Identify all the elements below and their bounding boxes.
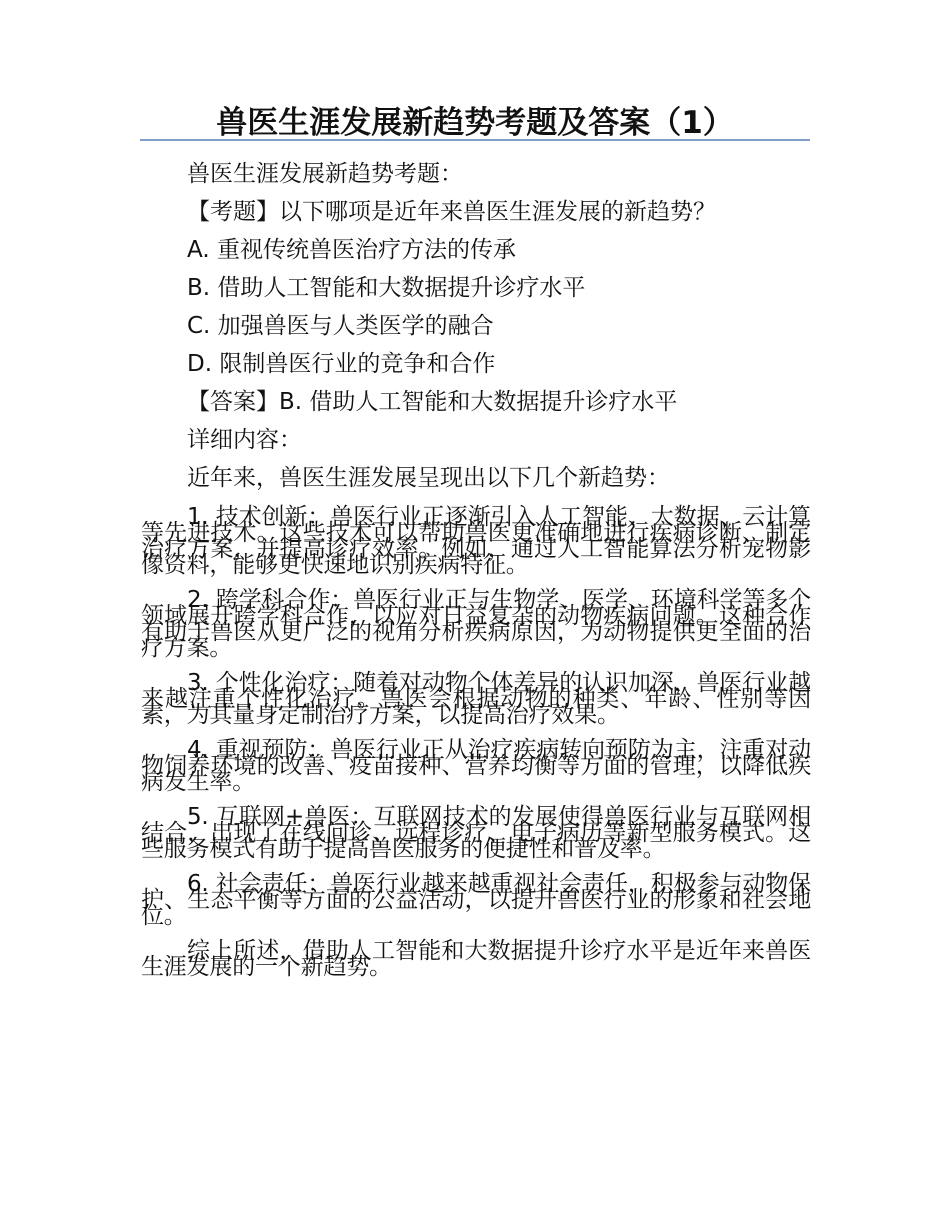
option-d: D. 限制兽医行业的竞争和合作 <box>187 351 496 377</box>
option-c: C. 加强兽医与人类医学的融合 <box>187 313 494 339</box>
conclusion-paragraph: 综上所述，借助人工智能和大数据提升诊疗水平是近年来兽医生涯发展的一个新趋势。 <box>141 938 811 980</box>
trend-paragraph-1: 1. 技术创新：兽医行业正逐渐引入人工智能、大数据、云计算等先进技术。这些技术可以帮助兽医更准确地进行疾病诊断、制定治疗方案，并提高诊疗效率。例如，通过人工智能算法分析宠物影像资料，能够更快速地识别疾病特征。 <box>141 504 811 578</box>
title-underline <box>140 139 810 141</box>
trend-paragraph-5: 5. 互联网+兽医：互联网技术的发展使得兽医行业与互联网相结合，出现了在线问诊、远程诊疗、电子病历等新型服务模式。这些服务模式有助于提高兽医服务的便捷性和普及率。 <box>141 804 811 862</box>
option-a: A. 重视传统兽医治疗方法的传承 <box>187 237 516 263</box>
trend-paragraph-4: 4. 重视预防：兽医行业正从治疗疾病转向预防为主，注重对动物饲养环境的改善、疫苗接种、营养均衡等方面的管理，以降低疾病发生率。 <box>141 737 811 795</box>
trend-paragraph-6: 6. 社会责任：兽医行业越来越重视社会责任，积极参与动物保护、生态平衡等方面的公益活动，以提升兽医行业的形象和社会地位。 <box>141 871 811 929</box>
page-title: 兽医生涯发展新趋势考题及答案（1） <box>216 105 734 141</box>
answer-line: 【答案】B. 借助人工智能和大数据提升诊疗水平 <box>187 389 678 415</box>
intro-line: 兽医生涯发展新趋势考题： <box>187 161 463 187</box>
question-line: 【考题】以下哪项是近年来兽医生涯发展的新趋势？ <box>187 199 716 225</box>
trend-intro: 近年来，兽医生涯发展呈现出以下几个新趋势： <box>187 465 670 491</box>
document-body <box>141 155 811 980</box>
trend-paragraph-2: 2. 跨学科合作：兽医行业正与生物学、医学、环境科学等多个领域展开跨学科合作，以应对日益复杂的动物疾病问题。这种合作有助于兽医从更广泛的视角分析疾病原因，为动物提供更全面的治疗方案。 <box>141 587 811 661</box>
trend-paragraph-3: 3. 个性化治疗：随着对动物个体差异的认识加深，兽医行业越来越注重个性化治疗。兽医会根据动物的种类、年龄、性别等因素，为其量身定制治疗方案，以提高治疗效果。 <box>141 670 811 728</box>
detail-heading: 详细内容： <box>187 427 302 453</box>
option-b: B. 借助人工智能和大数据提升诊疗水平 <box>187 275 586 301</box>
